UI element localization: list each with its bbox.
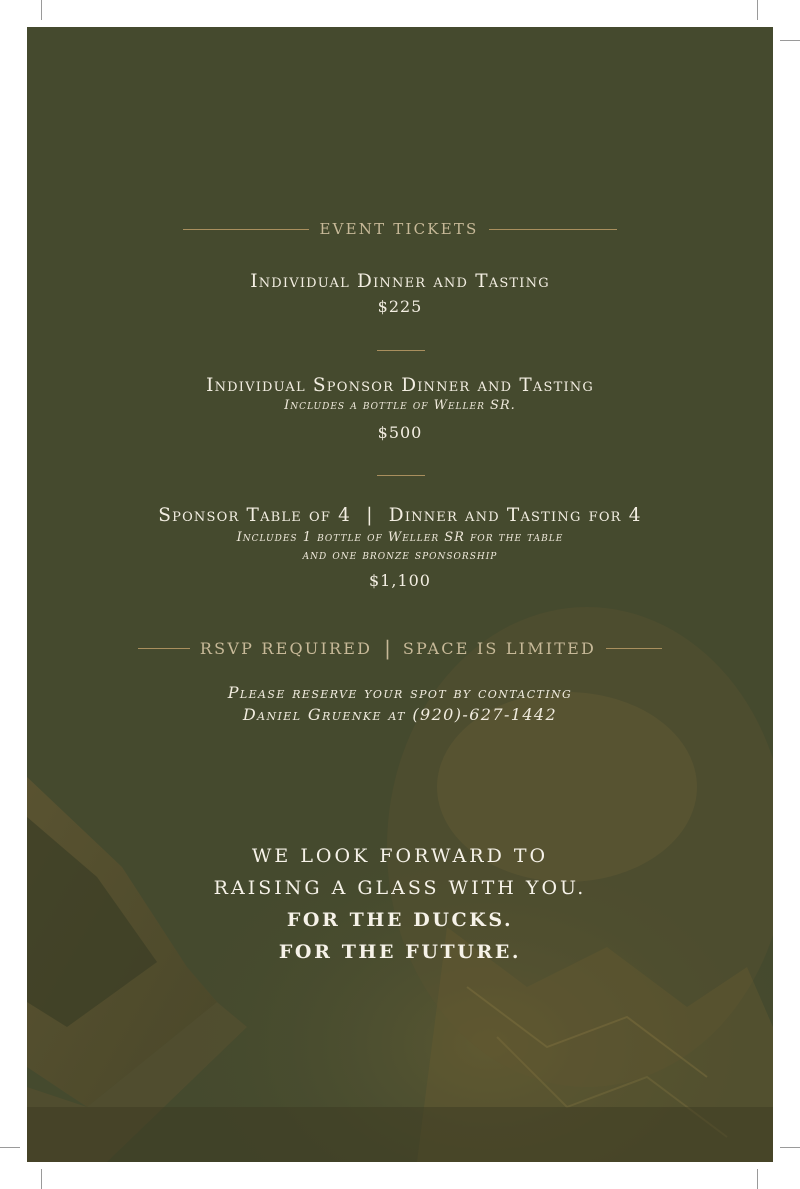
ticket-price: $225 [377,297,423,316]
ticket-note: Includes a bottle of Weller SR. [284,398,516,413]
short-divider [377,350,425,351]
ticket-title-right: Dinner and Tasting for 4 [388,505,642,526]
ticket-price: $1,100 [369,571,431,590]
rsvp-separator: | [384,636,391,660]
closing-message [27,840,773,968]
ticket-option [27,375,773,442]
ticket-title: Individual Sponsor Dinner and Tasting [206,375,594,396]
ticket-title-left: Sponsor Table of 4 [158,505,352,526]
crop-mark [41,1169,42,1189]
crop-mark [757,1169,758,1189]
divider-line [489,229,617,230]
crop-mark [41,0,42,20]
ticket-title [27,505,773,526]
crop-mark [780,40,800,41]
contact-line: Daniel Gruenke at (920)-627-1442 [242,705,558,724]
section-title: EVENT TICKETS [319,220,479,238]
divider-line [138,648,190,649]
whiskey-glass-background-image [27,27,773,1162]
crop-mark [757,0,758,20]
crop-mark [0,1147,20,1148]
ticket-price: $500 [377,423,423,442]
crop-mark [780,1147,800,1148]
ticket-note: Includes 1 bottle of Weller SR for the table [236,530,564,545]
title-separator: | [366,505,374,526]
contact-info [27,682,773,726]
divider-line [183,229,309,230]
ticket-option [27,271,773,316]
invitation-card [27,27,773,1162]
divider-line [606,648,662,649]
space-limited-label: SPACE IS LIMITED [402,638,597,658]
closing-line: RAISING A GLASS WITH YOU. [213,877,587,899]
closing-line-bold: FOR THE FUTURE. [278,941,522,963]
contact-line: Please reserve your spot by contacting [227,683,573,702]
closing-line-bold: FOR THE DUCKS. [286,909,514,931]
short-divider [377,475,425,476]
rsvp-banner [27,638,773,658]
ticket-title: Individual Dinner and Tasting [250,271,550,292]
section-header [27,220,773,238]
ticket-option [27,505,773,590]
ticket-note: and one bronze sponsorship [302,548,498,563]
closing-line: WE LOOK FORWARD TO [251,845,549,867]
rsvp-required-label: RSVP REQUIRED [199,638,373,658]
